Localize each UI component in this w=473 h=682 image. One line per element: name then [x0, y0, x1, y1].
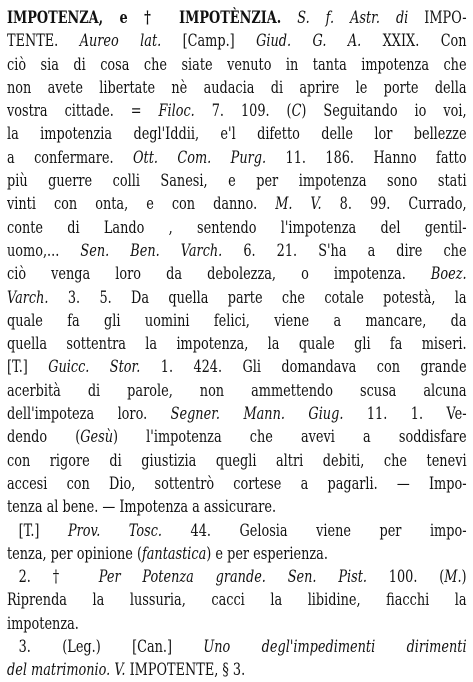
entry-text: acerbità di parole, non ammettendo scusa alcuna: [7, 380, 467, 400]
entry-text: tenza al bene. — Impotenza a assicurare.: [7, 497, 277, 517]
headword: IMPOTENZA, e † IMPOTÈNZIA.: [7, 7, 282, 27]
space: [39, 521, 68, 540]
entry-text: vostra cittade. =: [7, 101, 142, 121]
entry-line-19: [7, 425, 467, 448]
entry-text: ciò venga loro da debolezza, o impotenza.: [7, 264, 406, 284]
entry-text: 3. 5. Da quella parte che cotale potestà, la: [48, 287, 467, 307]
grammar-note: S. f. Astr. di: [297, 8, 409, 27]
source-citation: Ott. Com. Purg.: [132, 147, 267, 167]
entry-line-7: [7, 146, 467, 169]
source-citation: Guicc. Stor.: [48, 357, 141, 377]
cross-reference: IMPOTENTE: [129, 660, 215, 680]
entry-text: ) l'impotenza che avevi a soddisfare: [113, 427, 467, 447]
entry-line-15: [7, 332, 467, 355]
entry-text: ciò sia di cosa che siate venuto in tanta impotenza che: [7, 54, 467, 74]
space: [58, 31, 79, 50]
entry-text: , § 3.: [214, 660, 246, 680]
entry-text: dell'impoteza loro.: [7, 404, 148, 424]
source-citation: Varch.: [7, 287, 49, 307]
entry-text: uomo,...: [7, 240, 60, 260]
entry-line-6: [7, 122, 467, 145]
entry-text: impotenza.: [7, 613, 79, 633]
entry-line-16: [7, 355, 467, 378]
space: [142, 101, 159, 120]
entry-text: dendo (: [7, 427, 81, 447]
entry-text: XXIX. Con: [361, 31, 467, 51]
source-tag: [T.]: [18, 520, 40, 540]
entry-line-1: [7, 6, 467, 29]
space: [257, 194, 275, 213]
entry-text: ) Seguitando io voi,: [301, 101, 467, 121]
entry-text: tenza, per opinione (: [7, 543, 142, 563]
space: [147, 404, 170, 423]
entry-text: non avete libertate nè audacia di aprire le porte della: [7, 77, 467, 97]
space: [172, 637, 203, 656]
definition: Uno degl'impedimenti dirimenti: [203, 637, 467, 657]
entry-text: 7. 109. (: [194, 101, 292, 121]
source-citation: Aureo lat.: [79, 31, 162, 51]
entry-line-23: [7, 519, 467, 542]
entry-line-26: [7, 588, 467, 611]
entry-line-3: [7, 53, 467, 76]
dictionary-entry: [7, 6, 467, 682]
space: [28, 357, 48, 376]
entry-text: vinti con onta, e con danno.: [7, 194, 258, 214]
entry-line-29: [7, 658, 364, 681]
cross-reference: TENTE.: [7, 31, 59, 51]
entry-line-2: [7, 29, 467, 52]
entry-line-13: [7, 286, 467, 309]
source-tag: M.: [444, 567, 462, 587]
entry-line-27: [7, 612, 364, 635]
source-citation: Segner. Mann. Giug.: [170, 404, 344, 424]
entry-line-10: [7, 216, 467, 239]
entry-text: 100. (: [366, 567, 445, 587]
emphasis: fantastica: [141, 543, 207, 563]
entry-line-28: [7, 635, 467, 658]
space: [114, 148, 133, 167]
entry-text: ) e per esperienza.: [206, 543, 328, 563]
entry-line-9: [7, 192, 467, 215]
space: [406, 264, 431, 283]
sense-number: 3. (Leg.) [Can.]: [18, 637, 173, 657]
entry-line-20: [7, 449, 467, 472]
entry-text: più guerre colli Sanesi, e per impotenza sono stati: [7, 171, 467, 191]
entry-line-14: [7, 309, 467, 332]
space: [59, 241, 80, 260]
source-tag: [Camp.]: [161, 31, 257, 51]
entry-text: accesi con Dio, sottentrò cortese a pagarli. — Impo-: [7, 473, 467, 493]
entry-line-25: [7, 565, 467, 588]
entry-text: quella sottentra la impotenza, la quale gli fa miseri.: [7, 334, 467, 354]
entry-line-12: [7, 262, 467, 285]
entry-text: 1. 424. Gli domandava con grande: [140, 357, 467, 377]
source-citation: Filoc.: [158, 101, 195, 121]
cross-reference: IMPO-: [408, 8, 467, 27]
entry-line-18: [7, 402, 467, 425]
entry-line-5: [7, 99, 467, 122]
source-citation: Giud. G. A.: [256, 31, 362, 51]
entry-line-11: [7, 239, 467, 262]
entry-text: conte di Lando , sentendo l'impotenza del gentil-: [7, 217, 467, 237]
entry-text: 44. Gelosia viene per impo-: [162, 520, 467, 540]
source-tag: [T.]: [7, 357, 28, 377]
entry-text: con rigore di giustizia quegli altri debiti, che tenevi: [7, 450, 467, 470]
entry-text: 11. 186. Hanno fatto: [266, 147, 467, 167]
entry-line-4: [7, 76, 467, 99]
source-citation: Per Potenza grande. Sen. Pist.: [98, 567, 367, 587]
entry-text: 11. 1. Ve-: [343, 404, 467, 424]
entry-line-22: [7, 495, 364, 518]
entry-text: quale fa gli uomini felici, viene a mancare, da: [7, 310, 467, 330]
entry-text: 8. 99. Currado,: [321, 194, 467, 214]
entry-line-24: [7, 542, 364, 565]
source-citation: Boez.: [430, 264, 467, 284]
emphasis: Gesù: [80, 427, 114, 447]
definition: del matrimonio. V.: [7, 660, 126, 680]
space: [281, 8, 297, 27]
entry-line-17: [7, 379, 467, 402]
entry-text: a confermare.: [7, 147, 114, 167]
source-tag: C: [291, 101, 302, 121]
source-citation: Prov. Tosc.: [67, 520, 163, 540]
source-citation: M. V.: [275, 194, 322, 214]
source-citation: Sen. Ben. Varch.: [80, 240, 223, 260]
entry-text: Riprenda la lussuria, cacci la libidine, fiacchi la: [7, 590, 467, 610]
entry-text: ): [461, 567, 467, 587]
sense-number: 2. †: [18, 567, 77, 587]
entry-line-8: [7, 169, 467, 192]
space: [77, 567, 99, 586]
entry-line-21: [7, 472, 467, 495]
entry-text: la impotenzia degl'Iddii, e'l difetto delle lor bellezze: [7, 124, 467, 144]
entry-text: 6. 21. S'ha a dire che: [222, 240, 467, 260]
